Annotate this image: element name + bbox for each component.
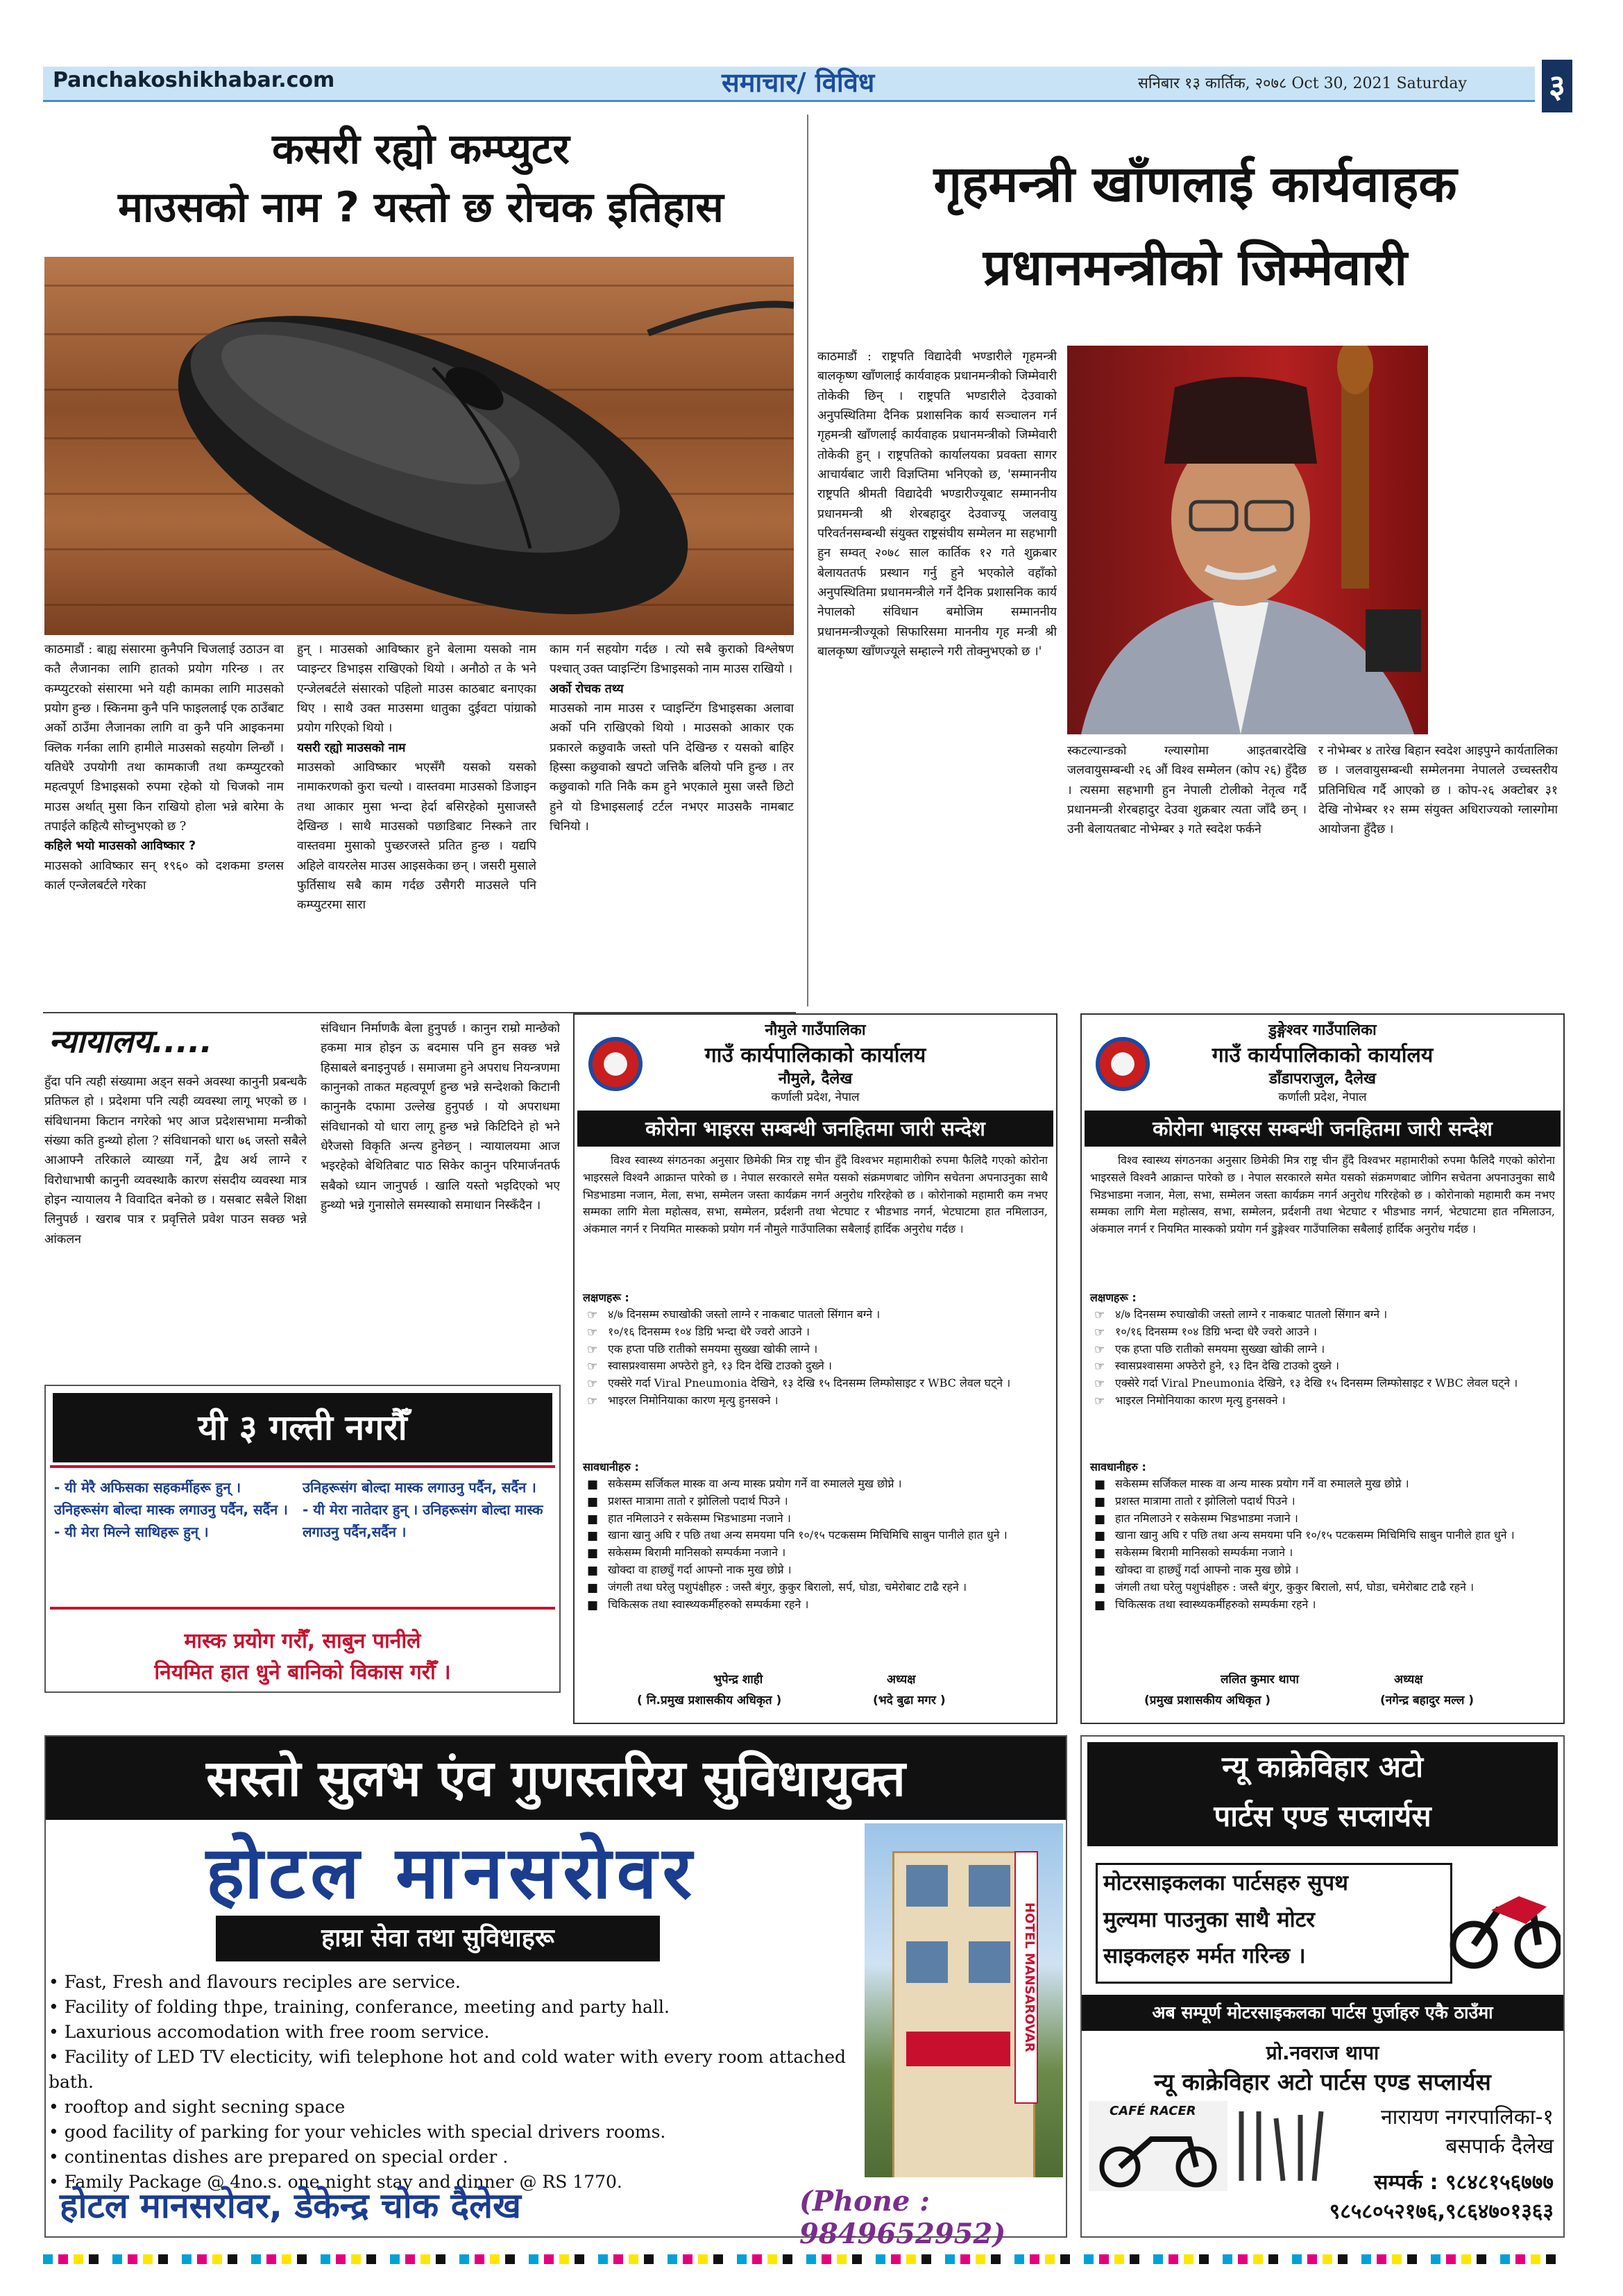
mistakes-left: - यी मेरै अफिसका सहकर्मीहरू हुन् । उनिहरूसंग बोल्दा मास्क लगाउनु पर्दैन, सर्दैन । - यी मेरा मिल्ने साथिहरू हुन् । xyxy=(54,1479,288,1540)
list-item: ☞ ४/७ दिनसम्म रुघाखोकी जस्तो लाग्ने र नाकबाट पातलो सिंगान बग्ने । xyxy=(1090,1306,1555,1324)
list-item: ☞ एक्सेरे गर्दा Viral Pneumonia देखिने, १३ देखि १५ दिनसम्म लिम्फोसाइट र WBC लेवल घट्ने । xyxy=(583,1375,1048,1392)
list-item: ■ खाना खानु अघि र पछि तथा अन्य समयमा पनि १०/१५ पटकसम्म मिचिमिचि साबुन पानीले हात धुने । xyxy=(1090,1527,1555,1544)
hotel-sign: HOTEL MANSAROVAR xyxy=(1014,1851,1038,2104)
list-item: ☞ भाइरल निमोनियाका कारण मृत्यु हुनसक्ने । xyxy=(1090,1392,1555,1410)
notice-bar: कोरोना भाइरस सम्बन्धी जनहितमा जारी सन्देश xyxy=(577,1111,1053,1147)
signer1-title: (प्रमुख प्रशासकीय अधिकृत ) xyxy=(1144,1694,1271,1707)
hotel-building-photo xyxy=(865,1823,1063,2177)
list-item: ☞ १०/१६ दिनसम्म १०४ डिग्रि भन्दा धेरै ज्वरो आउने । xyxy=(583,1324,1048,1341)
signer1-title: ( नि.प्रमुख प्रशासकीय अधिकृत ) xyxy=(637,1694,782,1707)
hotel-service-item: • continentas dishes are prepared on special order . xyxy=(49,2147,509,2167)
pm-headline-1: गृहमन्त्री खाँणलाई कार्यवाहक xyxy=(933,155,1457,213)
list-item: ■ खोक्दा वा हाछ्युँ गर्दा आफ्नो नाक मुख छोप्ने । xyxy=(583,1562,1048,1579)
list-item: ■ सकेसम्म सर्जिकल मास्क वा अन्य मास्क प्रयोग गर्ने वा रुमालले मुख छोप्ने । xyxy=(1090,1476,1555,1493)
hotel-service-item: • Family Package @ 4no.s. one night stay and dinner @ RS 1770. xyxy=(49,2172,622,2192)
signer2-title: (नगेन्द्र बहादुर मल्ल ) xyxy=(1380,1694,1475,1707)
pm-article-col2: स्कटल्यान्डको ग्ल्यास्गोमा आइतबारदेखि जलवायुसम्बन्धी २६ औं विश्व सम्मेलन (कोप २६) हुँदैछ । त्यसमा सहभागी हुन नेपाली टोलीको नेतृत्व गर्दै प्रधानमन्त्री शेरबहादुर देउवा शुक्रबार त्यता जाँदै छन् । उनी बेलायतबाट नोभेम्बर ३ गते स्वदेश फर्कने xyxy=(1067,744,1307,837)
registration-strip xyxy=(43,2254,1563,2264)
notice-intro: विश्व स्वास्थ्य संगठनका अनुसार छिमेकी मित्र राष्ट्र चीन हुँदै विश्वभर महामारीको रुपमा फैलिदै गएको कोरोना भाइरसले विश्वनै आक्रान्त पारेको छ । नेपाल सरकारले समेत यसको संक्रमणबाट जोगिन सचेतना अपनाउनुका साथै भिडभाडमा नजान, मेला, सभा, सम्मेलन जस्ता कार्यक्रम नगर्न अनुरोध गरिरहेको छ । कोरोनाको महामारी कम नभए सम्मका लागि मेला महोत्सव, सभा, सम्मेलन, प्रर्दशनी तथा भेटघाट र भीडभाड नगर्न, भेटघाटमा हात नमिलाउन, अंकमाल नगर्न र नियमित मास्कको प्रयोग गर्न नौमुले गाउँपालिका सबैलाई हार्दिक अनुरोध गर्दछ । xyxy=(583,1154,1048,1236)
red-rule-2 xyxy=(50,1607,555,1610)
notice-province: कर्णाली प्रदेश, नेपाल xyxy=(771,1090,860,1104)
mouse-headline-1: कसरी रह्यो कम्प्युटर xyxy=(272,125,570,174)
precautions-label: सावधानीहरु : xyxy=(1090,1460,1146,1474)
bullet-square-icon: ■ xyxy=(587,1598,599,1612)
mouse-subhead-1: कहिले भयो माउसको आविष्कार ? xyxy=(44,839,196,854)
pointing-hand-icon: ☞ xyxy=(1094,1342,1105,1357)
nyayalaya-col2: संविधान निर्माणकै बेला हुनुपर्छ । कानुन राम्रो मान्छेको हकमा मात्र होइन ऊ बदमास पनि हुन सक्छ भन्ने हिसाबले बनाइनुपर्छ । समाजमा हुने अपराध नियन्त्रणमा कानुनको ताकत महत्वपूर्ण हुन्छ भन्ने सन्देशको किटानी कानुनकै दफामा उल्लेख हुनुपर्छ । यो अपराधमा संविधानको यो धारा लागू हुन्छ भन्ने किटिदिने हो भने धेरैजसो विकृति अन्त्य हुनेछन् । न्यायालयमा आज भइरहेको बेथितिबाट पाठ सिकेर कानुन परिमार्जनतर्फ सबैको ध्यान जानुपर्छ । खालि यस्तो भइदिएको भए हुन्थ्यो भन्ने गुनासोले समस्याको समाधान निस्कँदैन । xyxy=(321,1022,560,1213)
pm-article-col1: काठमाडौं : राष्ट्रपति विद्यादेवी भण्डारीले गृहमन्त्री बालकृष्ण खाँणलाई कार्यवाहक प्रधानमन्त्रीको जिम्मेवारी तोकेकी छिन् । राष्ट्रपति भण्डारीले देउवाको अनुपस्थितिमा दैनिक प्रशासनिक कार्य सञ्चालन गर्न गृहमन्त्री खाँणलाई कार्यवाहक प्रधानमन्त्रीको जिम्मेवारी तोकेकी हुन् । राष्ट्रपतिको कार्यालयका प्रवक्ता सागर आचार्यबाट जारी विज्ञप्तिमा भनिएको छ, 'सम्माननीय राष्ट्रपति श्रीमती विद्यादेवी भण्डारीज्यूबाट सम्माननीय प्रधानमन्त्री श्री शेरबहादुर देउवाज्यू जलवायु परिवर्तनसम्बन्धी संयुक्त राष्ट्रसंघीय सम्मेलन मा सहभागी हुन सम्वत् २०७८ साल कार्तिक १२ गते शुक्रबार बेलायततर्फ प्रस्थान गर्नु हुने भएकोले वहाँको अनुपस्थितिमा प्रधानमन्त्रीले गर्ने दैनिक प्रशासनिक कार्य नेपालको संविधान बमोजिम सम्माननीय प्रधानमन्त्रीज्यूको सिफारिसमा माननीय गृह मन्त्री श्री बालकृष्ण खाँणज्यूले सम्हाल्ने गरी तोक्नुभएको छ ।' xyxy=(817,350,1057,659)
signer1-name: भुपेन्द्र शाही xyxy=(713,1673,763,1687)
cafe-racer-label: CAFÉ RACER xyxy=(1110,2104,1196,2118)
pointing-hand-icon: ☞ xyxy=(587,1308,598,1322)
parts-proprietor: प्रो.नवराज थापा xyxy=(1266,2041,1379,2064)
signer2-name: अध्यक्ष xyxy=(887,1673,916,1687)
mouse-icon xyxy=(44,257,794,635)
mouse-article-col1: काठमाडौं : बाह्य संसारमा कुनैपनि चिजलाई उठाउन वा कतै लैजानका लागि हातको प्रयोग गरिन्छ । तर कम्प्युटरको संसारमा भने यही कामका लागि माउसको प्रयोग हुन्छ । स्किनमा कुनै पनि फाइललाई एक ठाउँबाट अर्को ठाउँमा लैजानका लागि वा कुनै पनि आइकनमा क्लिक गर्नका लागि हामीले माउसको सहयोग लिन्छौं । यतिधेरै उपयोगी तथा कामकाजी तथा कम्प्युटरको महत्वपूर्ण डिभाइसको रुपमा रहेको यो चिजको नाम माउस अर्थात् मुसा किन राखियो होला भन्ने बारेमा के तपाईले कहित्यै सोच्नुभएको छ ? कहिले भयो माउसको आविष्कार ? माउसको आविष्कार सन् १९६० को दशकमा डग्लस कार्ल एन्जेलबर्टले गरेका xyxy=(44,643,284,893)
list-item: ☞ एक हप्ता पछि रातीको समयमा सुख्खा खोकी लाग्ने । xyxy=(583,1341,1048,1358)
notice-office2: गाउँ कार्यपालिकाको कार्यालय xyxy=(1212,1043,1434,1067)
bullet-square-icon: ■ xyxy=(1094,1512,1106,1526)
bullet-square-icon: ■ xyxy=(1094,1494,1106,1509)
bullet-square-icon: ■ xyxy=(1094,1546,1106,1561)
list-item: ■ खोक्दा वा हाछ्युँ गर्दा आफ्नो नाक मुख छोप्ने । xyxy=(1090,1562,1555,1579)
list-item: ■ हात नमिलाउने र सकेसम्म भिडभाडमा नजाने । xyxy=(1090,1510,1555,1528)
list-item: ☞ १०/१६ दिनसम्म १०४ डिग्रि भन्दा धेरै ज्वरो आउने । xyxy=(1090,1324,1555,1341)
bullet-square-icon: ■ xyxy=(587,1529,599,1544)
parts-contact[interactable]: सम्पर्क : ९८४८१५६७७७ xyxy=(1374,2170,1554,2195)
hotel-services-list xyxy=(49,1970,867,2195)
hotel-footer: होटल मानसरोवर, डेकेन्द्र चोक दैलेख xyxy=(60,2186,521,2226)
hotel-service-item: • Laxurious accomodation with free room service. xyxy=(49,2022,490,2042)
notice-dungeshwar xyxy=(1080,1013,1565,1724)
hotel-ad xyxy=(44,1735,1067,2250)
pointing-hand-icon: ☞ xyxy=(587,1342,598,1357)
pointing-hand-icon: ☞ xyxy=(1094,1377,1105,1392)
page-number: ३ xyxy=(1542,60,1572,112)
notice-office: डुङ्गेश्वर गाउँपालिका xyxy=(1268,1022,1377,1039)
parts-title: न्यू काक्रेविहार अटो पार्टस एण्ड सप्लार्यस xyxy=(1087,1742,1558,1846)
notice-province: कर्णाली प्रदेश, नेपाल xyxy=(1278,1090,1367,1104)
precautions-label: सावधानीहरु : xyxy=(583,1460,639,1474)
nyayalaya-title: न्यायालय..... xyxy=(49,1022,212,1060)
list-item: ■ सकेसम्म सर्जिकल मास्क वा अन्य मास्क प्रयोग गर्ने वा रुमालले मुख छोप्ने । xyxy=(583,1476,1048,1493)
symptoms-label: लक्षणहरू : xyxy=(1090,1291,1137,1304)
symptoms-label: लक्षणहरू : xyxy=(583,1291,629,1304)
pointing-hand-icon: ☞ xyxy=(1094,1394,1105,1408)
list-item: ■ हात नमिलाउने र सकेसम्म भिडभाडमा नजाने । xyxy=(583,1510,1048,1528)
section-title: समाचार/ विविध xyxy=(722,67,875,98)
notice-place: नौमुले, दैलेख xyxy=(778,1070,853,1088)
precautions-list xyxy=(1090,1476,1555,1613)
hotel-phone[interactable]: (Phone : 9849652952) xyxy=(799,2185,1006,2250)
computer-mouse-photo xyxy=(44,257,794,635)
bullet-square-icon: ■ xyxy=(1094,1563,1106,1578)
signer2-title: (भदे बुढा मगर ) xyxy=(873,1694,946,1707)
bullet-square-icon: ■ xyxy=(587,1580,599,1595)
pointing-hand-icon: ☞ xyxy=(587,1377,598,1392)
pointing-hand-icon: ☞ xyxy=(1094,1360,1105,1374)
hotel-service-item: • rooftop and sight secning space xyxy=(49,2097,346,2117)
list-item: ■ खाना खानु अघि र पछि तथा अन्य समयमा पनि १०/१५ पटकसम्म मिचिमिचि साबुन पानीले हात धुने । xyxy=(583,1527,1048,1544)
pointing-hand-icon: ☞ xyxy=(587,1360,598,1374)
mistakes-box xyxy=(44,1385,561,1693)
politician-photo xyxy=(1067,346,1428,734)
mistakes-footer: मास्क प्रयोग गरौँ, साबुन पानीले नियमित हात धुने बानिको विकास गरौँ । xyxy=(154,1629,451,1685)
parts-contact-2[interactable]: ९८५८०५२१७६,९८६४७०१३६३ xyxy=(1329,2200,1554,2224)
list-item: ■ सकेसम्म बिरामी मानिसको सम्पर्कमा नजाने । xyxy=(583,1544,1048,1562)
motorcycle-icon xyxy=(1450,1868,1561,1973)
bullet-square-icon: ■ xyxy=(1094,1580,1106,1595)
hotel-name: होटल मानसरोवर xyxy=(205,1830,698,1915)
bullet-square-icon: ■ xyxy=(587,1512,599,1526)
hotel-service-item: • Facility of folding thpe, training, conferance, meeting and party hall. xyxy=(49,1997,670,2017)
list-item: ☞ स्वासप्रश्वासमा अफ्ठेरो हुने, १३ दिन देखि टाउको दुख्ने । xyxy=(583,1358,1048,1375)
nyayalaya-col1: हुँदा पनि त्यही संख्यामा अड्न सक्ने अवस्था कानुनी प्रबन्धकै प्रतिफल हो । प्रदेशमा पनि त्यही व्यवस्था लागू भएको छ । संविधानमा किटान नगरेको भए आज प्रदेशसभामा मन्त्रीको संख्या कति हुन्थ्यो होला ? संविधानको धारा ७६ जस्तो सबैले आआफ्नै तरिकाले व्याख्या गर्ने, द्वैध अर्थ लाग्ने र विरोधाभाषी कानुनी व्यवस्थाकै कारण संसदीय व्यवस्था मात्र होइन न्यायालय नै विवादित बनेको छ । यसबाट सबैले शिक्षा लिनुपर्छ । खराब पात्र र प्रवृत्तिले प्रवेश पाउन सक्छ भन्ने आंकलन xyxy=(44,1075,307,1247)
precautions-list xyxy=(583,1476,1048,1613)
notice-office2: गाउँ कार्यपालिकाको कार्यालय xyxy=(704,1043,926,1067)
bullet-square-icon: ■ xyxy=(587,1478,599,1492)
list-item: ■ प्रशस्त मात्रामा तातो र झोलिलो पदार्थ पिउने । xyxy=(1090,1493,1555,1510)
list-item: ■ सकेसम्म बिरामी मानिसको सम्पर्कमा नजाने । xyxy=(1090,1544,1555,1562)
notice-office: नौमुले गाउँपालिका xyxy=(765,1022,866,1039)
pointing-hand-icon: ☞ xyxy=(1094,1325,1105,1340)
list-item: ☞ एक हप्ता पछि रातीको समयमा सुख्खा खोकी लाग्ने । xyxy=(1090,1341,1555,1358)
pointing-hand-icon: ☞ xyxy=(587,1394,598,1408)
list-item: ■ जंगली तथा घरेलु पशुपंक्षीहरु : जस्तै बंगुर, कुकुर बिरालो, सर्प, घोडा, चमेरोबाट टाढै रहने । xyxy=(583,1579,1048,1596)
red-rule xyxy=(50,1465,555,1468)
bullet-square-icon: ■ xyxy=(1094,1598,1106,1612)
list-item: ☞ ४/७ दिनसम्म रुघाखोकी जस्तो लाग्ने र नाकबाट पातलो सिंगान बग्ने । xyxy=(583,1306,1048,1324)
list-item: ☞ स्वासप्रश्वासमा अफ्ठेरो हुने, १३ दिन देखि टाउको दुख्ने । xyxy=(1090,1358,1555,1375)
mouse-headline-2: माउसको नाम ? यस्तो छ रोचक इतिहास xyxy=(118,183,724,232)
cafe-racer-bike-icon xyxy=(1096,2122,1221,2188)
parts-box: मोटरसाइकलका पार्टसहरु सुपथ मुल्यमा पाउनुका साथै मोटर साइकलहरु मर्मत गरिन्छ । xyxy=(1096,1863,1452,1984)
notice-intro: विश्व स्वास्थ्य संगठनका अनुसार छिमेकी मित्र राष्ट्र चीन हुँदै विश्वभर महामारीको रुपमा फैलिदै गएको कोरोना भाइरसले विश्वनै आक्रान्त पारेको छ । नेपाल सरकारले समेत यसको संक्रमणबाट जोगिन सचेतना अपनाउनुका साथै भिडभाडमा नजान, मेला, सभा, सम्मेलन जस्ता कार्यक्रम नगर्न अनुरोध गरिरहेको छ । कोरोनाको महामारी कम नभए सम्मका लागि मेला महोत्सव, सभा, सम्मेलन, प्रर्दशनी तथा भेटघाट र भीडभाड नगर्न, भेटघाटमा हात नमिलाउन, अंकमाल नगर्न र नियमित मास्कको प्रयोग गर्न डुङ्गेश्वर गाउँपालिका सबैलाई हार्दिक अनुरोध गर्दछ । xyxy=(1090,1154,1555,1236)
mouse-article-col2: हुन् । माउसको आविष्कार हुने बेलामा यसको नाम प्वाइन्टर डिभाइस राखिएको थियो । अनौठो त के भने एन्जेलबर्टले संसारको पहिलो माउस काठबाट बनाएका थिए । साथै उक्त माउसमा धातुका दुईवटा पांग्राको प्रयोग गरिएको थियो । यसरी रह्यो माउसको नाम माउसको आविष्कार भएसँगै यसको यसको नामाकरणको कुरा चल्यो । वास्तवमा माउसको डिजाइन तथा आकार मुसा भन्दा हेर्दा बसिरहेको मुसाजस्तै देखिन्छ । साथै माउसको पछाडिबाट निस्कने तार वास्तवमा मुसाको पुच्छरजस्ते प्रतित हुन्छ । यद्यपि अहिले वायरलेस माउस आइसकेका छन् । जसरी मुसाले फुर्तिसाथ सबै काम गर्दछ उसैगरी माउसले पनि कम्प्युटरमा सारा xyxy=(297,643,536,913)
bullet-square-icon: ■ xyxy=(587,1494,599,1509)
list-item: ■ प्रशस्त मात्रामा तातो र झोलिलो पदार्थ पिउने । xyxy=(583,1493,1048,1510)
list-item: ☞ भाइरल निमोनियाका कारण मृत्यु हुनसक्ने । xyxy=(583,1392,1048,1410)
mouse-subhead-2: यसरी रह्यो माउसको नाम xyxy=(297,741,406,755)
mouse-article-col3: काम गर्न सहयोग गर्दछ । त्यो सबै कुराको विश्लेषण पश्चात् उक्त प्वाइन्टिंग डिभाइसको नाम माउस राखियो । अर्को रोचक तथ्य माउसको नाम माउस र प्वाइन्टिंग डिभाइसका अलावा अर्को पनि राखिएको थियो । माउसको आकार एक प्रकारले कछुवाकै जस्तो पनि देखिन्छ र यसको बाहिर हिस्सा कछुवाको खपटो जत्तिकै बलियो पनि हुन्छ । तर कछुवाको गति निकै कम हुने भएकाले मुसा जस्तै छिटो हुने यो डिभाइसलाई टर्टल नभएर माउसकै नामबाट चिनियो । xyxy=(550,643,794,834)
list-item: ☞ एक्सेरे गर्दा Viral Pneumonia देखिने, १३ देखि १५ दिनसम्म लिम्फोसाइट र WBC लेवल घट्ने । xyxy=(1090,1375,1555,1392)
column-divider xyxy=(807,115,808,1006)
notice-place: डाँडापराजुल, दैलेख xyxy=(1269,1070,1376,1088)
portrait-icon xyxy=(1067,346,1428,734)
bullet-square-icon: ■ xyxy=(1094,1529,1106,1544)
bullet-square-icon: ■ xyxy=(1094,1478,1106,1492)
hotel-services-title: हाम्रा सेवा तथा सुविधाहरू xyxy=(216,1916,660,1961)
site-name[interactable]: Panchakoshikhabar.com xyxy=(53,68,335,92)
symptoms-list xyxy=(1090,1306,1555,1410)
pm-headline-2: प्रधानमन्त्रीको जिम्मेवारी xyxy=(983,238,1408,296)
signer2-name: अध्यक्ष xyxy=(1394,1673,1423,1687)
hotel-banner: सस्तो सुलभ एंव गुणस्तरिय सुविधायुक्त xyxy=(46,1737,1066,1820)
mistakes-right: उनिहरूसंग बोल्दा मास्क लगाउनु पर्दैन, सर्दैन । - यी मेरा नातेदार हुन् । उनिहरूसंग बोल्दा मास्क लगाउनु पर्दैन,सर्दैन । xyxy=(303,1479,543,1540)
parts-ad xyxy=(1080,1735,1565,2238)
pointing-hand-icon: ☞ xyxy=(587,1325,598,1340)
parts-bar: अब सम्पूर्ण मोटरसाइकलका पार्टस पुर्जाहरु एकै ठाउँमा xyxy=(1082,1995,1563,2031)
symptoms-list xyxy=(583,1306,1048,1410)
notice-naumule xyxy=(573,1013,1057,1724)
parts-address: नारायण नगरपालिका-१ बसपार्क दैलेख xyxy=(1380,2105,1554,2159)
hotel-service-item: • Fast, Fresh and flavours reciples are service. xyxy=(49,1972,461,1992)
notice-bar: कोरोना भाइरस सम्बन्धी जनहितमा जारी सन्देश xyxy=(1085,1111,1561,1147)
parts-shop: न्यू काक्रेविहार अटो पार्टस एण्ड सप्लार्यस xyxy=(1154,2068,1491,2095)
pm-article-col3: र नोभेम्बर ४ तारेख बिहान स्वदेश आइपुग्ने कार्यतालिका छ । जलवायुसम्बन्धी सम्मेलनमा नेपालले उच्चस्तरीय प्रतिनिधित्व गर्दै आएको छ । कोप-२६ अक्टोबर ३१ देखि नोभेम्बर १२ सम्म संयुक्त अधिराज्यको ग्लास्गोमा आयोजना हुँदैछ । xyxy=(1318,744,1558,837)
pointing-hand-icon: ☞ xyxy=(1094,1308,1105,1322)
bullet-square-icon: ■ xyxy=(587,1563,599,1578)
mouse-subhead-3: अर्को रोचक तथ्य xyxy=(550,682,624,696)
hotel-service-item: • Facility of LED TV electicity, wifi telephone hot and cold water with every room attached bath. xyxy=(49,2047,847,2092)
list-item: ■ जंगली तथा घरेलु पशुपंक्षीहरु : जस्तै बंगुर, कुकुर बिरालो, सर्प, घोडा, चमेरोबाट टाढै रहने । xyxy=(1090,1579,1555,1596)
hotel-service-item: • good facility of parking for your vehicles with special drivers rooms. xyxy=(49,2122,666,2142)
list-item: ■ चिकित्सक तथा स्वास्थ्यकर्मीहरुको सम्पर्कमा रहने । xyxy=(1090,1596,1555,1614)
signer1-name: ललित कुमार थापा xyxy=(1221,1673,1299,1687)
bullet-square-icon: ■ xyxy=(587,1546,599,1561)
list-item: ■ चिकित्सक तथा स्वास्थ्यकर्मीहरुको सम्पर्कमा रहने । xyxy=(583,1596,1048,1614)
dateline: सनिबार १३ कार्तिक, २०७८ Oct 30, 2021 Saturday xyxy=(1138,75,1467,92)
cafe-racer-art xyxy=(1089,2101,1227,2191)
mistakes-title: यी ३ गल्ती नगरौँ xyxy=(53,1393,552,1462)
